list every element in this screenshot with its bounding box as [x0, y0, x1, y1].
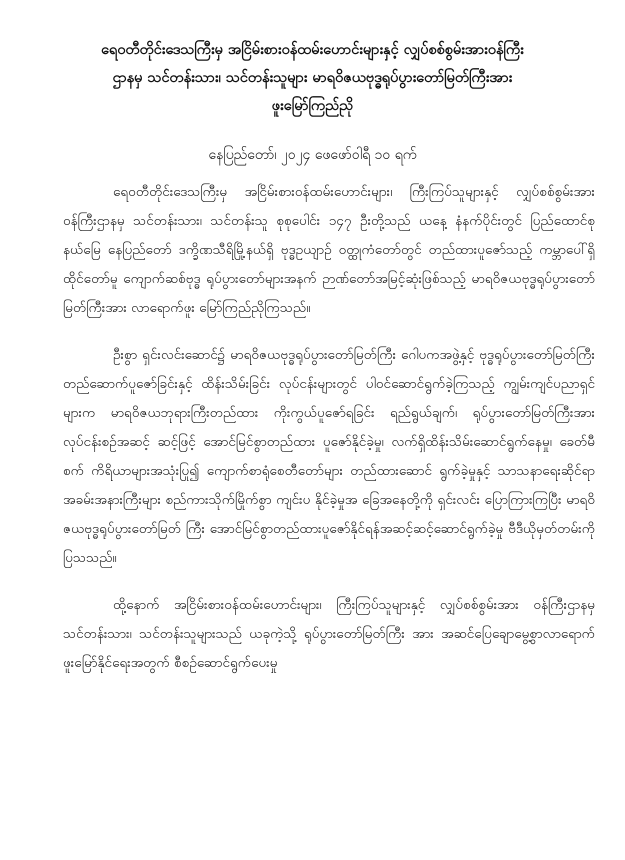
title-line-2: ဌာနမှ သင်တန်းသား၊ သင်တန်းသူများ မာရဝိဇယဗုဒ္ဓရုပ်ပွားတော်မြတ်ကြီးအား: [112, 70, 513, 86]
paragraph-1: ရေ၀တီတိုင်းဒေသကြီးမှ အငြိမ်းစားဝန်ထမ်းဟောင်းများ၊ ကြီးကြပ်သူများနှင့် လျှပ်စစ်စွမ်းအားဝန်ကြီးဌာနမှ သင်တန်းသား၊ သင်တန်းသူ စုစုပေါင်း ၁၄၇ ဦးတို့သည် ယနေ့ နံနက်ပိုင်းတွင် ပြည်ထောင်စုနယ်မြေ နေပြည်တော် ဒက္ခိဏသီရိမြို့နယ်ရှိ ဗုဒ္ဓဥယျာဉ် ဝတ္ထုကံတော်တွင် တည်ထားပူဇော်သည့် ကမ္ဘာပေါ်ရှိထိုင်တော်မူ ကျောက်ဆစ်ဗုဒ္ဓ ရုပ်ပွားတော်များအနက် ဉာဏ်တော်အမြင့်ဆုံးဖြစ်သည့် မာရဝိဇယဗုဒ္ဓရုပ်ပွားတော် မြတ်ကြီးအား လာရောက်ဖူး မြော်ကြည်ညိုကြသည်။: [63, 184, 595, 316]
title-line-3: ဖူးမြော်ကြည်ညို: [271, 98, 354, 114]
paragraph-2: ဦးစွာ ရှင်းလင်းဆောင်၌ မာရဝိဇယဗုဒ္ဓရုပ်ပွားတော်မြတ်ကြီး ဂေါပကအဖွဲ့နှင့် ဗုဒ္ဓရုပ်ပွားတော်မြတ်ကြီး တည်ဆောက်ပူဇော်ခြင်းနှင့် ထိန်းသိမ်းခြင်း လုပ်ငန်းများတွင် ပါဝင်ဆောင်ရွက်ခဲ့ကြသည့် ကျွမ်းကျင်ပညာရှင်များက မာရဝိဇယဘုရားကြီးတည်ထား ကိုးကွယ်ပူဇော်ရခြင်း ရည်ရွယ်ချက်၊ ရုပ်ပွားတော်မြတ်ကြီးအား လုပ်ငန်းစဉ်အဆင့် ဆင့်ဖြင့် အောင်မြင်စွာတည်ထား ပူဇော်နိုင်ခဲ့မှု၊ လက်ရှိထိန်းသိမ်းဆောင်ရွက်နေမှု၊ ခေတ်မီစက် ကိရိယာများအသုံးပြု၍ ကျောက်စာရုံစေတီတော်များ တည်ထားဆောင် ရွက်ခဲ့မှုနှင့် သာသနာရေးဆိုင်ရာ အခမ်းအနားကြီးများ စည်ကားသိုက်မြိုက်စွာ ကျင်းပ နိုင်ခဲ့မှုအ ခြေအနေတို့ကို ရှင်းလင်း ပြောကြားကြပြီး မာရဝိဇယဗုဒ္ဓရုပ်ပွားတော်မြတ် ကြီး အောင်မြင်စွာတည်ထားပူဇော်နိုင်ရန်အဆင့်ဆင့်ဆောင်ရွက်ခဲ့မှု ဗီဒီယိုမှတ်တမ်းကို ပြသသည်။: [63, 347, 595, 566]
title-line-1: ရေ၀တီတိုင်းဒေသကြီးမှ အငြိမ်းစားဝန်ထမ်းဟောင်းများနှင့် လျှပ်စစ်စွမ်းအားဝန်ကြီး: [101, 42, 524, 58]
article-title: [30, 36, 595, 120]
paragraph-3: ထို့နောက် အငြိမ်းစားဝန်ထမ်းဟောင်းများ၊ ကြီးကြပ်သူများနှင့် လျှပ်စစ်စွမ်းအား ဝန်ကြီးဌာနမှ သင်တန်းသား၊ သင်တန်းသူများသည် ယခုကဲ့သို့ ရုပ်ပွားတော်မြတ်ကြီး အား အဆင်ပြေချောမွေ့စွာလာရောက် ဖူးမြော်နိုင်ရေးအတွက် စီစဉ်ဆောင်ရွက်ပေးမှု: [63, 597, 595, 671]
dateline: နေပြည်တော်၊ ၂၀၂၄ ဖေဖော်ဝါရီ ၁၀ ရက်: [208, 147, 417, 163]
article-body: [63, 178, 595, 696]
